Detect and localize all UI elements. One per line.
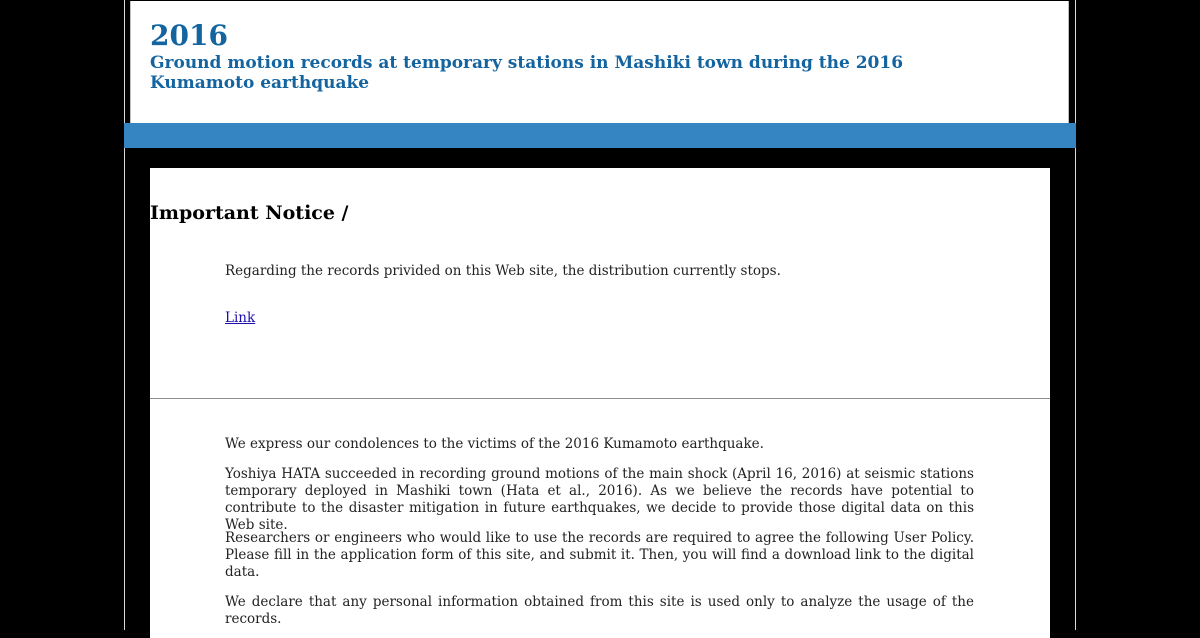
section-divider (150, 398, 1050, 399)
records-description-paragraph: Yoshiya HATA succeeded in recording ground motions of the main shock (April 16, 2016) at seismic stations temporary deployed in Mashiki town (Hata et al., 2016). As we believe the records have potential to contribute to the disaster mitigation in future earthquakes, we decide to provide those digital data on this Web site. (225, 466, 974, 533)
page-border-right (1075, 0, 1076, 630)
main-content (150, 168, 1050, 638)
navigation-bar (124, 123, 1076, 148)
user-policy-paragraph: Researchers or engineers who would like to use the records are required to agree the following User Policy. Please fill in the application form of this site, and submit it. Then, you will find a download link to the digital data. (225, 530, 974, 580)
site-title: Ground motion records at temporary stations in Mashiki town during the 2016 Kumamoto earthquake (150, 53, 904, 93)
important-notice-heading: Important Notice / (150, 202, 349, 224)
site-year: 2016 (150, 19, 228, 52)
condolence-paragraph: We express our condolences to the victims of the 2016 Kumamoto earthquake. (225, 436, 764, 452)
notice-message: Regarding the records privided on this Web site, the distribution currently stops. (225, 263, 781, 279)
site-header (130, 1, 1069, 123)
notice-link[interactable]: Link (225, 310, 256, 326)
privacy-paragraph: We declare that any personal information obtained from this site is used only to analyze the usage of the records. (225, 594, 974, 627)
page-border-left (124, 0, 125, 630)
